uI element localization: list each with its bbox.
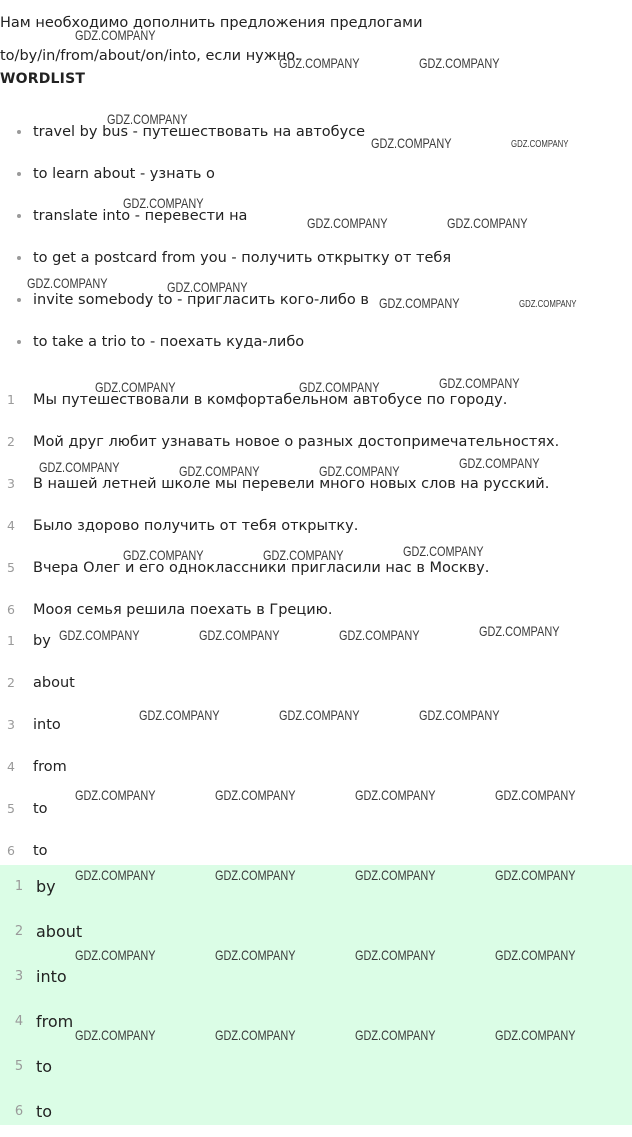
wordlist-item <box>0 155 632 197</box>
wordlist-item-text: to take a trio to - поехать куда-либо <box>33 334 305 350</box>
wordlist-item <box>0 197 632 239</box>
sentence-item <box>0 423 632 465</box>
watermark: GDZ.COMPANY <box>75 947 156 963</box>
wordlist-item-text: to get a postcard from you - получить открытку от тебя <box>33 250 452 266</box>
answer-item <box>0 1092 632 1137</box>
bullet-icon <box>17 214 21 218</box>
wordlist-item <box>0 323 632 365</box>
watermark: GDZ.COMPANY <box>419 55 500 71</box>
item-number: 2 <box>7 434 15 449</box>
item-number: 3 <box>14 969 24 984</box>
watermark: GDZ.COMPANY <box>139 707 220 723</box>
watermark: GDZ.COMPANY <box>75 867 156 883</box>
instruction-line-1: Нам необходимо дополнить предложения предлогами <box>0 15 423 31</box>
sentence-text: Было здорово получить от тебя открытку. <box>33 518 359 534</box>
wordlist-item-text: to learn about - узнать о <box>33 166 215 182</box>
item-number: 4 <box>7 759 15 774</box>
item-number: 2 <box>7 675 15 690</box>
watermark: GDZ.COMPANY <box>215 947 296 963</box>
watermark: GDZ.COMPANY <box>215 867 296 883</box>
watermark: GDZ.COMPANY <box>419 707 500 723</box>
wordlist-item-text: translate into - перевести на <box>33 208 248 224</box>
sentence-item <box>0 549 632 591</box>
watermark: GDZ.COMPANY <box>279 55 360 71</box>
watermark: GDZ.COMPANY <box>39 459 120 475</box>
bullet-icon <box>17 256 21 260</box>
watermark: GDZ.COMPANY <box>167 279 248 295</box>
wordlist-heading: WORDLIST <box>0 71 86 87</box>
watermark: GDZ.COMPANY <box>495 867 576 883</box>
watermark: GDZ.COMPANY <box>27 275 108 291</box>
sentence-text: Мы путешествовали в комфортабельном автобусе по городу. <box>33 392 508 408</box>
answer-item <box>0 706 632 748</box>
answer-item <box>0 1002 632 1047</box>
answer-text: into <box>33 717 61 733</box>
answer-text: by <box>36 877 56 896</box>
wordlist <box>0 113 632 365</box>
sentence-item <box>0 381 632 423</box>
watermark: GDZ.COMPANY <box>495 787 576 803</box>
watermark: GDZ.COMPANY <box>495 1027 576 1043</box>
item-number: 5 <box>14 1059 24 1074</box>
wordlist-item <box>0 113 632 155</box>
answer-text: from <box>33 759 67 775</box>
watermark: GDZ.COMPANY <box>107 111 188 127</box>
watermark: GDZ.COMPANY <box>371 135 452 151</box>
answer-item <box>0 912 632 957</box>
sentence-text: В нашей летней школе мы перевели много новых слов на русский. <box>33 476 550 492</box>
watermark: GDZ.COMPANY <box>215 787 296 803</box>
item-number: 1 <box>14 879 24 894</box>
watermark: GDZ.COMPANY <box>307 215 388 231</box>
watermark: GDZ.COMPANY <box>75 787 156 803</box>
answer-item <box>0 748 632 790</box>
sentence-text: Мой друг любит узнавать новое о разных достопримечательностях. <box>33 434 560 450</box>
item-number: 5 <box>7 560 15 575</box>
wordlist-item-text: travel by bus - путешествовать на автобусе <box>33 124 366 140</box>
wordlist-item <box>0 281 632 323</box>
instruction-text <box>0 7 632 73</box>
bullet-icon <box>17 298 21 302</box>
watermark: GDZ.COMPANY <box>339 627 420 643</box>
sentence-text: Мооя семья решила поехать в Грецию. <box>33 602 333 618</box>
watermark: GDZ.COMPANY <box>355 947 436 963</box>
watermark: GDZ.COMPANY <box>199 627 280 643</box>
answer-text: to <box>33 843 48 859</box>
watermark: GDZ.COMPANY <box>299 379 380 395</box>
answer-text: into <box>36 967 67 986</box>
watermark: GDZ.COMPANY <box>319 463 400 479</box>
watermark: GDZ.COMPANY <box>75 27 156 43</box>
item-number: 4 <box>7 518 15 533</box>
watermark: GDZ.COMPANY <box>495 947 576 963</box>
sentence-text: Вчера Олег и его одноклассники пригласили нас в Москву. <box>33 560 490 576</box>
watermark: GDZ.COMPANY <box>279 707 360 723</box>
item-number: 2 <box>14 924 24 939</box>
item-number: 5 <box>7 801 15 816</box>
watermark: GDZ.COMPANY <box>511 139 569 150</box>
answer-list <box>0 622 632 874</box>
watermark: GDZ.COMPANY <box>123 195 204 211</box>
answer-text: by <box>33 633 51 649</box>
item-number: 6 <box>7 602 15 617</box>
sentence-item <box>0 465 632 507</box>
item-number: 1 <box>7 392 15 407</box>
bullet-icon <box>17 340 21 344</box>
watermark: GDZ.COMPANY <box>75 1027 156 1043</box>
watermark: GDZ.COMPANY <box>459 455 540 471</box>
bullet-icon <box>17 130 21 134</box>
watermark: GDZ.COMPANY <box>95 379 176 395</box>
item-number: 3 <box>7 476 15 491</box>
highlighted-answers-panel <box>0 865 632 1125</box>
wordlist-item-text: invite somebody to - пригласить кого-либо в <box>33 292 369 308</box>
answer-text: to <box>33 801 48 817</box>
answer-item <box>0 664 632 706</box>
watermark: GDZ.COMPANY <box>355 867 436 883</box>
item-number: 3 <box>7 717 15 732</box>
watermark: GDZ.COMPANY <box>519 299 577 310</box>
answer-text: about <box>33 675 75 691</box>
answer-item <box>0 957 632 1002</box>
watermark: GDZ.COMPANY <box>447 215 528 231</box>
instruction-line-2: to/by/in/from/about/on/into, если нужно. <box>0 48 300 64</box>
watermark: GDZ.COMPANY <box>59 627 140 643</box>
item-number: 4 <box>14 1014 24 1029</box>
highlighted-answer-list <box>0 867 632 1137</box>
answer-item <box>0 790 632 832</box>
sentence-list <box>0 381 632 633</box>
answer-item <box>0 1047 632 1092</box>
answer-item <box>0 622 632 664</box>
wordlist-item <box>0 239 632 281</box>
item-number: 6 <box>7 843 15 858</box>
answer-text: to <box>36 1102 53 1121</box>
watermark: GDZ.COMPANY <box>263 547 344 563</box>
watermark: GDZ.COMPANY <box>479 623 560 639</box>
sentence-item <box>0 507 632 549</box>
answer-text: to <box>36 1057 53 1076</box>
watermark: GDZ.COMPANY <box>123 547 204 563</box>
answer-item <box>0 867 632 912</box>
item-number: 6 <box>14 1104 24 1119</box>
item-number: 1 <box>7 633 15 648</box>
watermark: GDZ.COMPANY <box>355 1027 436 1043</box>
answer-text: about <box>36 922 83 941</box>
answer-text: from <box>36 1012 74 1031</box>
watermark: GDZ.COMPANY <box>379 295 460 311</box>
watermark: GDZ.COMPANY <box>179 463 260 479</box>
watermark: GDZ.COMPANY <box>403 543 484 559</box>
bullet-icon <box>17 172 21 176</box>
watermark: GDZ.COMPANY <box>355 787 436 803</box>
watermark: GDZ.COMPANY <box>215 1027 296 1043</box>
watermark: GDZ.COMPANY <box>439 375 520 391</box>
